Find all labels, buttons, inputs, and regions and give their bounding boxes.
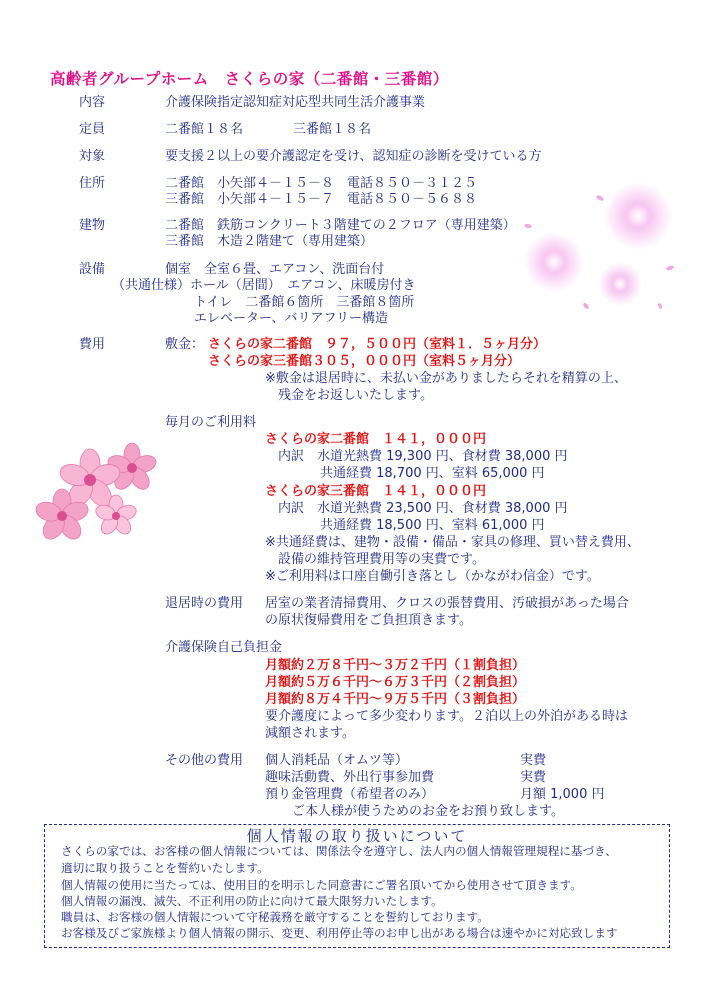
value-teiin-sanbankan: 三番館１８名 — [293, 122, 372, 137]
label-teiin: 定員 — [79, 122, 106, 137]
monthly-note-3: ※ご利用料は口座自働引き落とし（かながわ信金）です。 — [265, 569, 600, 584]
shikikin-sanbankan: さくらの家三番館３０５，０００円（室料５ヶ月分） — [208, 354, 521, 369]
label-hiyo: 費用 — [79, 337, 106, 352]
other-price-3: 月額 1,000 円 — [520, 787, 605, 802]
monthly-sanbankan-total: さくらの家三番館 １４１，０００円 — [265, 484, 487, 499]
shikikin-note-2: 残金をお返しいたします。 — [278, 388, 433, 403]
kaigo-note-1: 要介護度によって多少変わります。２泊以上の外泊がある時は — [265, 709, 628, 724]
value-teiin-nibankan: 二番館１８名 — [165, 122, 244, 137]
monthly-nibankan-breakdown-1: 内訳 水道光熱費 19,300 円、食材費 38,000 円 — [278, 449, 568, 464]
privacy-policy-box — [44, 824, 670, 948]
value-taisho: 要支援２以上の要介護認定を受け、認知症の診断を受けている方 — [165, 149, 542, 164]
cherry-blossom-glow-decoration — [520, 180, 690, 320]
sakura-flower-decoration — [28, 432, 168, 550]
value-setsubi-toilet: トイレ 二番館６箇所 三番館８箇所 — [194, 295, 415, 310]
monthly-sanbankan-breakdown-1: 内訳 水道光熱費 23,500 円、食材費 38,000 円 — [278, 501, 568, 516]
label-shikikin: 敷金： — [165, 337, 205, 352]
label-jusho: 住所 — [79, 176, 106, 191]
label-taisho: 対象 — [79, 149, 106, 164]
monthly-note-2: 設備の維持管理費用等の実費です。 — [278, 552, 485, 567]
privacy-line-2: 適切に取り扱うことを誓約いたします。 — [61, 861, 269, 875]
kaigo-note-2: 減額されます。 — [265, 726, 355, 741]
label-setsubi: 設備 — [79, 262, 106, 277]
label-naiyo: 内容 — [79, 95, 106, 110]
privacy-title: 個人情報の取り扱いについて — [246, 827, 468, 845]
label-kaigo: 介護保険自己負担金 — [165, 640, 283, 655]
other-price-1: 実費 — [520, 753, 547, 768]
other-price-2: 実費 — [520, 770, 547, 785]
shikikin-note-1: ※敷金は退居時に、未払い金がありましたらそれを精算の上、 — [265, 371, 627, 386]
other-item-3: 預り金管理費（希望者のみ） — [265, 787, 435, 802]
kaigo-2wari: 月額約５万６千円～６万３千円（２割負担） — [265, 675, 526, 690]
monthly-nibankan-breakdown-2: 共通経費 18,700 円、室料 65,000 円 — [320, 466, 545, 481]
privacy-line-6: お客様及びご家族様より個人情報の開示、変更、利用停止等のお申し出がある場合は速やかに対応致します — [61, 926, 618, 940]
label-monthly: 毎月のご利用料 — [165, 415, 257, 430]
label-tatemono: 建物 — [79, 218, 106, 233]
label-taikyo: 退居時の費用 — [165, 596, 244, 611]
privacy-line-3: 個人情報の使用に当たっては、使用目的を明示した同意書にご署名頂いてから使用させて頂きます。 — [61, 878, 582, 892]
value-naiyo: 介護保険指定認知症対応型共同生活介護事業 — [165, 95, 426, 110]
other-item-2: 趣味活動費、外出行事参加費 — [265, 770, 435, 785]
label-other: その他の費用 — [165, 753, 244, 768]
value-tatemono-sanbankan: 三番館 木造２階建て（専用建築） — [165, 234, 374, 249]
taikyo-line-1: 居室の業者清掃費用、クロスの張替費用、汚破損があった場合 — [265, 596, 629, 611]
shikikin-nibankan: さくらの家二番館 ９７，５００円（室料１．５ヶ月分） — [208, 337, 547, 352]
value-setsubi-hall: （共通仕様）ホール（居間） エアコン、床暖房付き — [112, 278, 416, 293]
privacy-line-5: 職員は、お客様の個人情報について守秘義務を厳守することを誓約しております。 — [61, 910, 489, 924]
kaigo-3wari: 月額約８万４千円～９万５千円（３割負担） — [265, 692, 526, 707]
page-title: 高齢者グループホーム さくらの家（二番館・三番館） — [50, 70, 449, 88]
value-jusho-nibankan: 二番館 小矢部４－１５－８ 電話８５０－３１２５ — [165, 176, 478, 191]
kaigo-1wari: 月額約２万８千円～３万２千円（１割負担） — [265, 658, 526, 673]
value-jusho-sanbankan: 三番館 小矢部４－１５－７ 電話８５０－５６８８ — [165, 192, 478, 207]
taikyo-line-2: の原状復帰費用をご負担頂きます。 — [265, 613, 472, 628]
other-item-1: 個人消耗品（オムツ等） — [265, 753, 409, 768]
value-setsubi-room: 個室 全室６畳、エアコン、洗面台付 — [165, 262, 385, 277]
other-note: ご本人様が使うためのお金をお預り致します。 — [292, 804, 564, 819]
monthly-note-1: ※共通経費は、建物・設備・備品・家具の修理、買い替え費用、 — [265, 535, 640, 550]
privacy-line-1: さくらの家では、お客様の個人情報については、関係法令を遵守し、法人内の個人情報管理規程に基づき、 — [61, 844, 617, 858]
monthly-sanbankan-breakdown-2: 共通経費 18,500 円、室料 61,000 円 — [320, 518, 545, 533]
monthly-nibankan-total: さくらの家二番館 １４１，０００円 — [265, 432, 487, 447]
value-setsubi-elevator: エレベーター、バリアフリー構造 — [194, 311, 388, 326]
value-tatemono-nibankan: 二番館 鉄筋コンクリート３階建ての２フロア（専用建築） — [165, 218, 516, 233]
privacy-line-4: 個人情報の漏洩、滅失、不正利用の防止に向けて最大限努力いたします。 — [61, 894, 443, 908]
